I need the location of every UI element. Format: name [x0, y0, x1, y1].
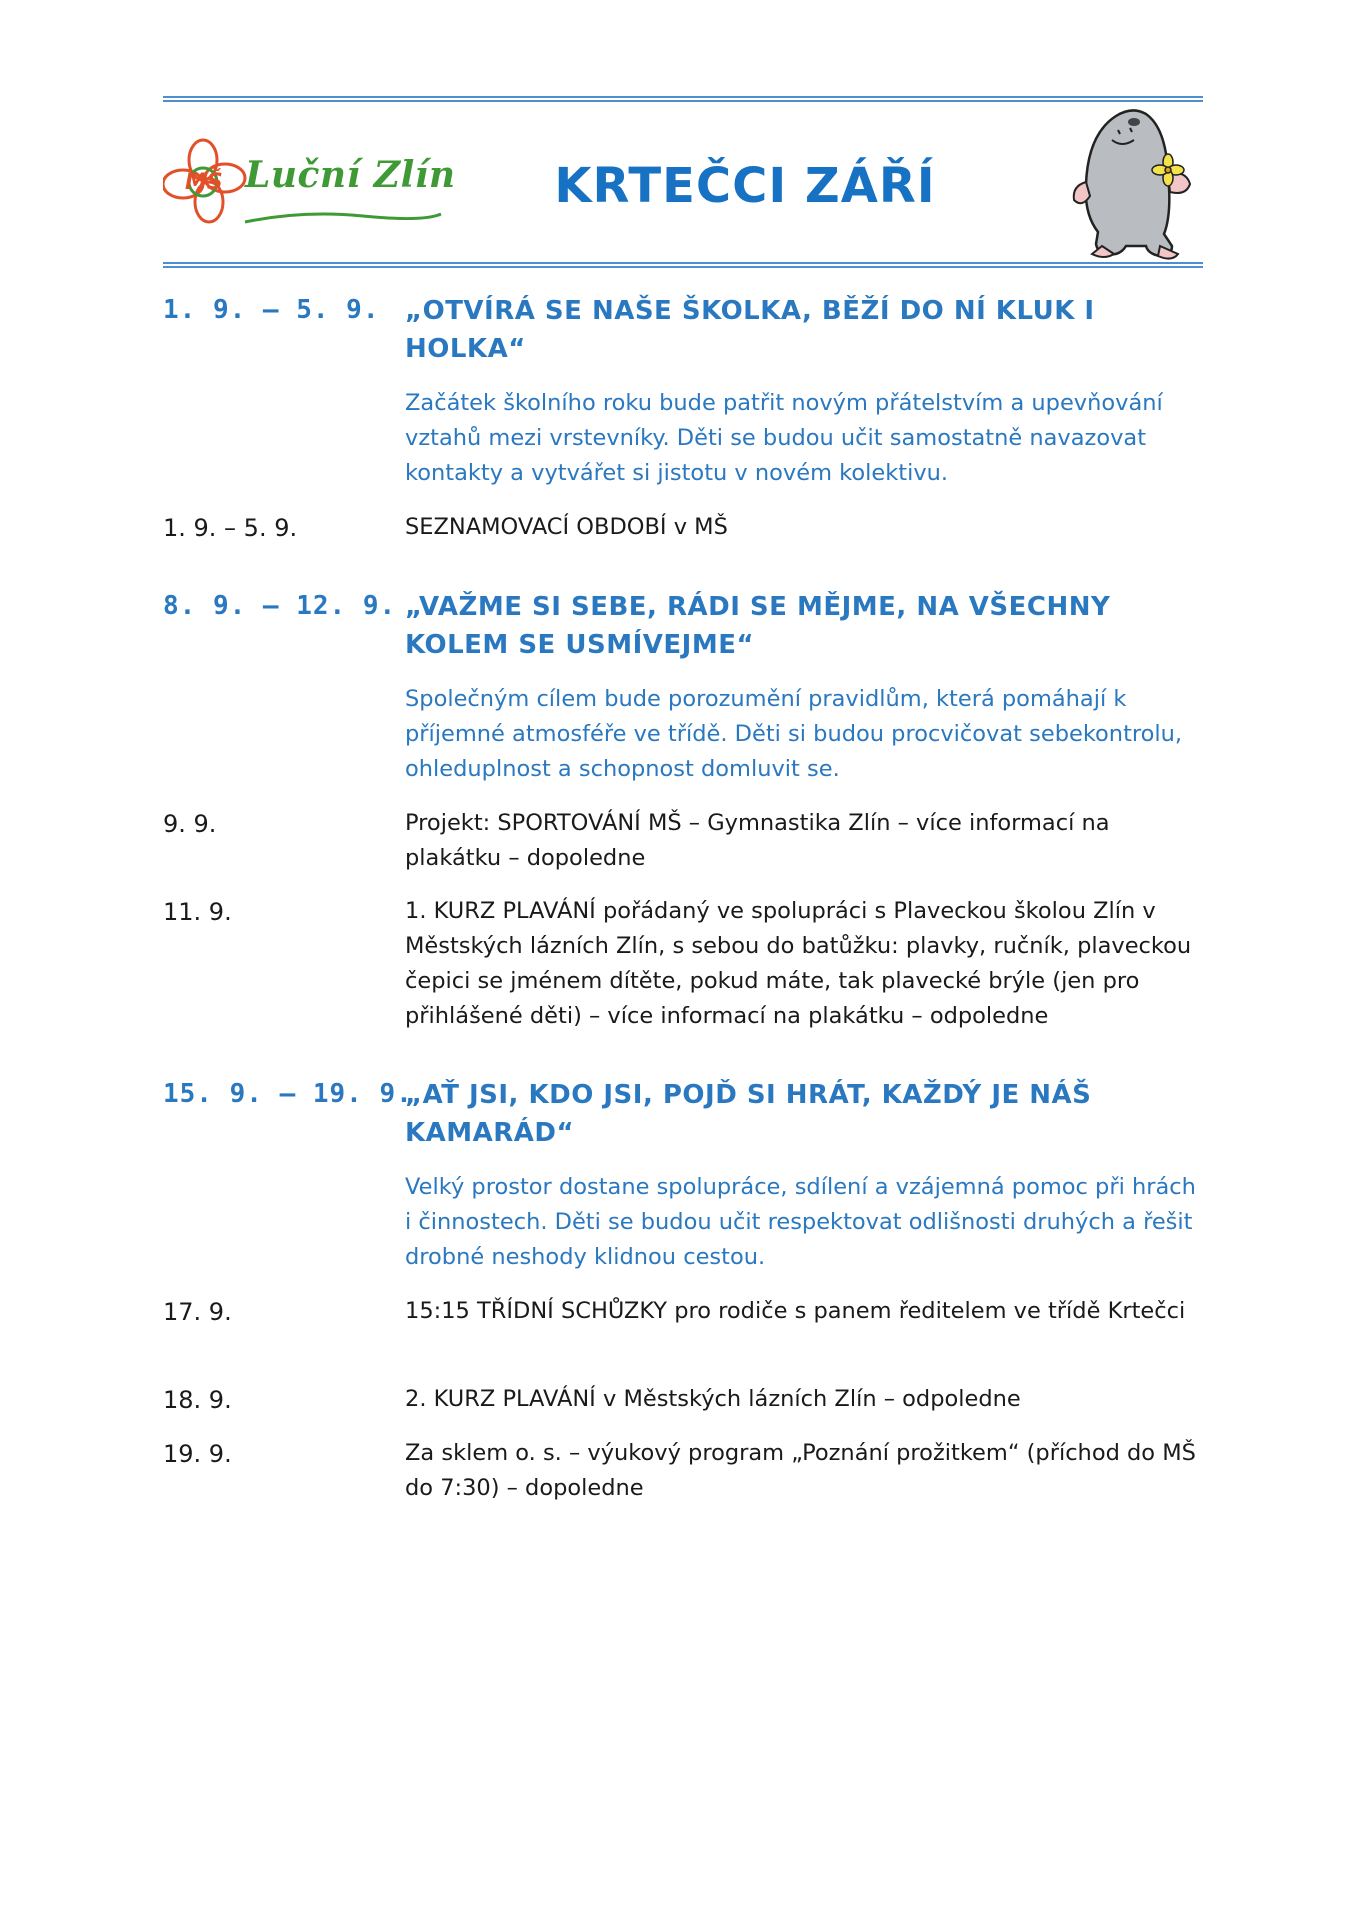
event-text: 2. KURZ PLAVÁNÍ v Městských lázních Zlín – odpoledne: [405, 1386, 1021, 1412]
event-date: 1. 9. – 5. 9.: [163, 514, 298, 542]
event-text: Projekt: SPORTOVÁNÍ MŠ – Gymnastika Zlín – více informací na plakátku – dopoledne: [405, 810, 1110, 871]
theme-description: Velký prostor dostane spolupráce, sdílení a vzájemná pomoc při hrách i činnostech. Děti se budou učit respektovat odlišnosti druhých a řešit drobné neshody klidnou cestou.: [405, 1174, 1196, 1270]
theme-dates: 1. 9. – 5. 9.: [163, 295, 380, 325]
page-title: KRTEČCI ZÁŘÍ: [554, 158, 936, 214]
theme-description: Společným cílem bude porozumění pravidlům, která pomáhají k příjemné atmosféře ve třídě. Děti si budou procvičovat sebekontrolu, ohleduplnost a schopnost domluvit se.: [405, 686, 1183, 782]
event-date: 9. 9.: [163, 810, 217, 838]
theme-dates: 8. 9. – 12. 9.: [163, 591, 397, 621]
event-date: 17. 9.: [163, 1298, 232, 1326]
header-top-rule: [163, 96, 1203, 102]
theme-heading: „OTVÍRÁ SE NAŠE ŠKOLKA, BĚŽÍ DO NÍ KLUK I HOLKA“: [405, 296, 1095, 364]
logo-swoosh-icon: [243, 208, 443, 228]
school-logo: [163, 138, 456, 228]
theme-dates: 15. 9. – 19. 9.: [163, 1079, 413, 1109]
logo-badge: MŠ: [185, 170, 223, 195]
event-date: 11. 9.: [163, 898, 232, 926]
theme-heading: „AŤ JSI, KDO JSI, POJĎ SI HRÁT, KAŽDÝ JE NÁŠ KAMARÁD“: [405, 1080, 1092, 1148]
mole-mascot-icon: [1068, 104, 1204, 260]
event-text: Za sklem o. s. – výukový program „Poznání prožitkem“ (příchod do MŠ do 7:30) – dopoledne: [405, 1440, 1196, 1501]
logo-text: Luční Zlín: [245, 154, 456, 196]
event-text: 1. KURZ PLAVÁNÍ pořádaný ve spolupráci s Plaveckou školou Zlín v Městských lázních Zlín, s sebou do batůžku: plavky, ručník, plaveckou čepici se jménem dítěte, pokud máte, tak plavecké brýle (jen pro přihlášené děti) – více informací na plakátku – odpoledne: [405, 898, 1192, 1029]
theme-heading: „VAŽME SI SEBE, RÁDI SE MĚJME, NA VŠECHNY KOLEM SE USMÍVEJME“: [405, 592, 1111, 660]
event-date: 19. 9.: [163, 1440, 232, 1468]
event-text: 15:15 TŘÍDNÍ SCHŮZKY pro rodiče s panem ředitelem ve třídě Krtečci: [405, 1298, 1186, 1324]
event-text: SEZNAMOVACÍ OBDOBÍ v MŠ: [405, 514, 728, 540]
header-bottom-rule: [163, 262, 1203, 268]
event-date: 18. 9.: [163, 1386, 232, 1414]
theme-description: Začátek školního roku bude patřit novým přátelstvím a upevňování vztahů mezi vrstevníky. Děti se budou učit samostatně navazovat kontakty a vytvářet si jistotu v novém kolektivu.: [405, 390, 1163, 486]
